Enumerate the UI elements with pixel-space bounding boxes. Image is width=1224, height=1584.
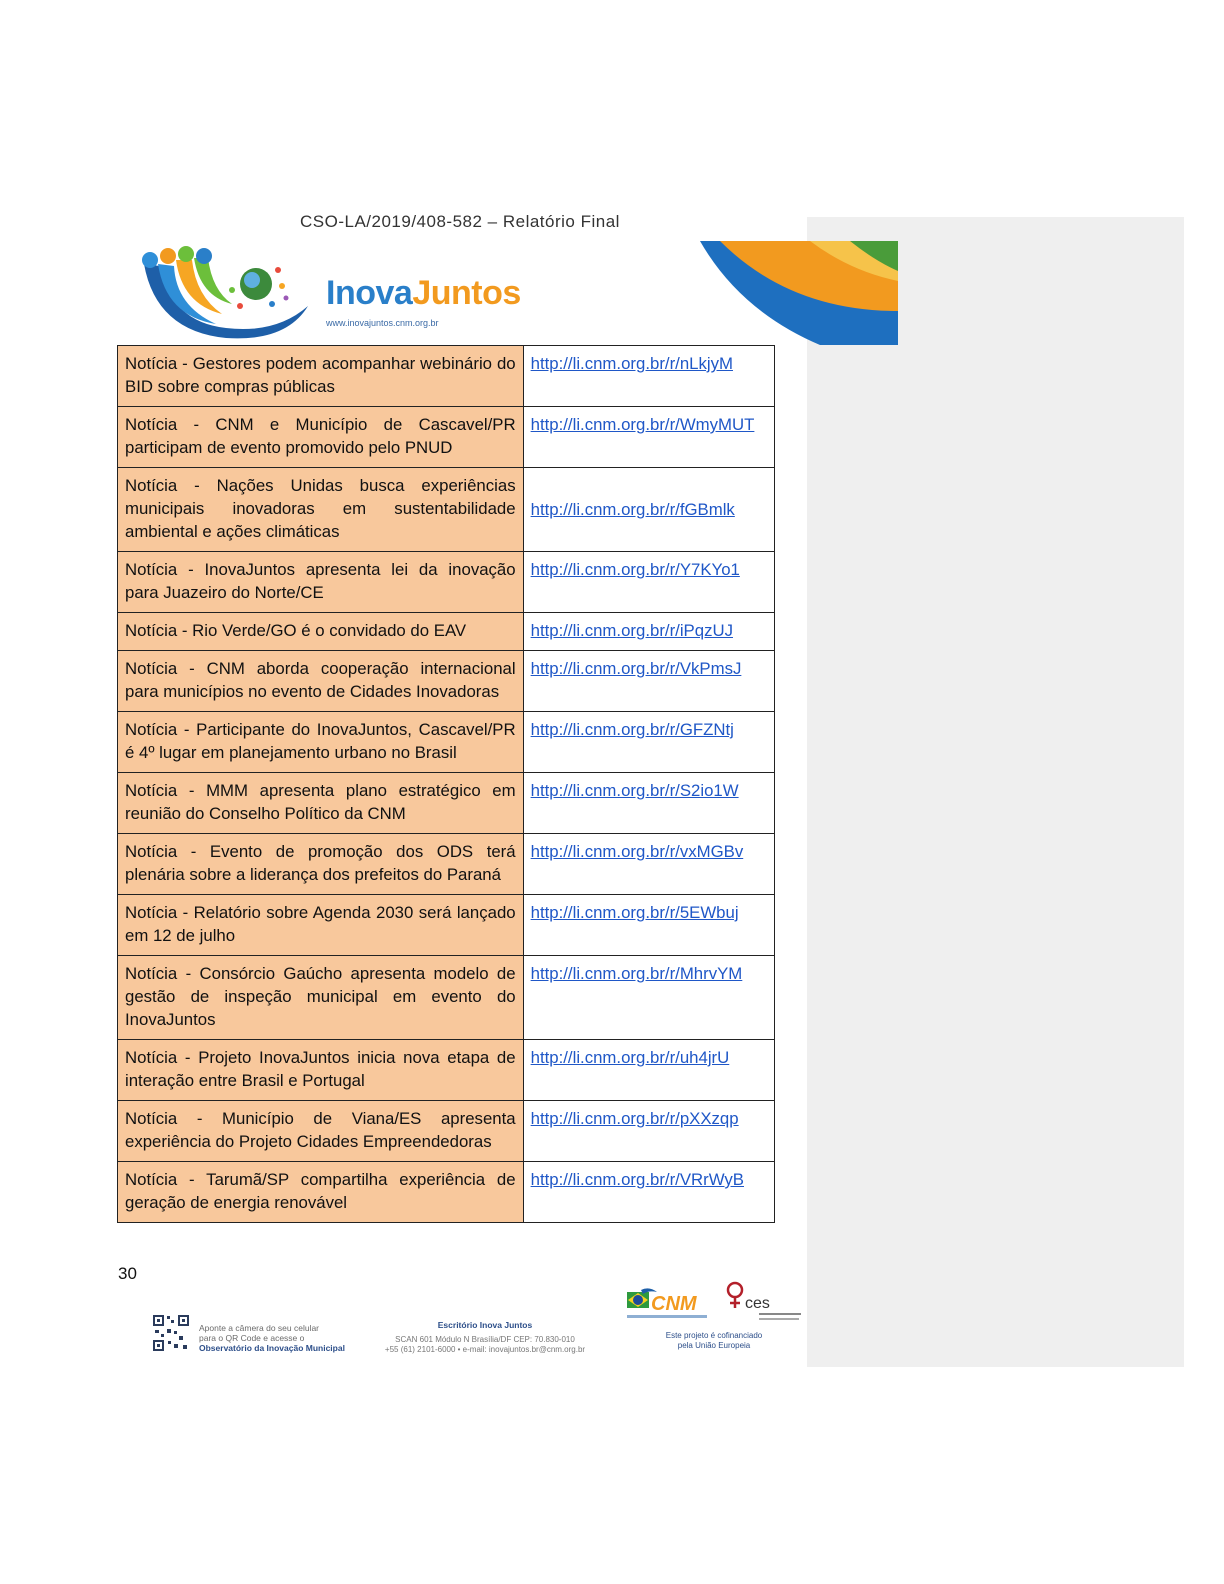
news-link[interactable]: http://li.cnm.org.br/r/vxMGBv — [530, 842, 744, 861]
news-title-cell: Notícia - Projeto InovaJuntos inicia nova etapa de interação entre Brasil e Portugal — [118, 1040, 524, 1101]
right-gray-panel — [807, 217, 1184, 1367]
table-row — [118, 834, 775, 895]
cnm-logo-icon — [627, 1284, 709, 1324]
table-row — [118, 895, 775, 956]
news-link[interactable]: http://li.cnm.org.br/r/WmyMUT — [530, 415, 755, 434]
news-link[interactable]: http://li.cnm.org.br/r/fGBmlk — [530, 500, 735, 519]
table-row — [118, 346, 775, 407]
news-link[interactable]: http://li.cnm.org.br/r/S2io1W — [530, 781, 739, 800]
svg-text:CNM: CNM — [651, 1293, 697, 1315]
news-title-cell: Notícia - InovaJuntos apresenta lei da inovação para Juazeiro do Norte/CE — [118, 552, 524, 613]
table-row — [118, 956, 775, 1040]
news-link-cell — [523, 834, 774, 895]
news-title-cell: Notícia - Gestores podem acompanhar webinário do BID sobre compras públicas — [118, 346, 524, 407]
news-link-cell — [523, 346, 774, 407]
news-title-cell: Notícia - CNM e Município de Cascavel/PR participam de evento promovido pelo PNUD — [118, 407, 524, 468]
qr-code-icon — [152, 1314, 190, 1352]
news-link[interactable]: http://li.cnm.org.br/r/pXXzqp — [530, 1109, 739, 1128]
news-title-cell: Notícia - Nações Unidas busca experiências municipais inovadoras em sustentabilidade ambiental e ações climáticas — [118, 468, 524, 552]
news-title-cell: Notícia - Tarumã/SP compartilha experiência de geração de energia renovável — [118, 1162, 524, 1223]
logo-emblem-icon — [136, 246, 316, 346]
news-link[interactable]: http://li.cnm.org.br/r/nLkjyM — [530, 354, 733, 373]
news-link-cell — [523, 1040, 774, 1101]
svg-text:ces: ces — [745, 1295, 770, 1312]
table-row — [118, 407, 775, 468]
news-link-cell — [523, 552, 774, 613]
news-link-cell — [523, 712, 774, 773]
logo-wordmark: InovaJuntos — [326, 274, 521, 312]
news-link[interactable]: http://li.cnm.org.br/r/GFZNtj — [530, 720, 734, 739]
table-row — [118, 468, 775, 552]
news-title-cell: Notícia - Evento de promoção dos ODS terá plenária sobre a liderança dos prefeitos do Paraná — [118, 834, 524, 895]
table-row — [118, 613, 775, 651]
news-link[interactable]: http://li.cnm.org.br/r/uh4jrU — [530, 1048, 730, 1067]
news-link-cell — [523, 895, 774, 956]
table-row — [118, 1040, 775, 1101]
news-title-cell: Notícia - MMM apresenta plano estratégico em reunião do Conselho Político da CNM — [118, 773, 524, 834]
table-row — [118, 651, 775, 712]
news-title-cell: Notícia - Participante do InovaJuntos, Cascavel/PR é 4º lugar em planejamento urbano no Brasil — [118, 712, 524, 773]
news-link-cell — [523, 1162, 774, 1223]
news-link[interactable]: http://li.cnm.org.br/r/Y7KYo1 — [530, 560, 740, 579]
news-title-cell: Notícia - Relatório sobre Agenda 2030 será lançado em 12 de julho — [118, 895, 524, 956]
table-row — [118, 712, 775, 773]
ces-logo-icon — [723, 1280, 803, 1324]
news-link-cell — [523, 613, 774, 651]
table-row — [118, 1101, 775, 1162]
corner-swoosh-icon — [700, 241, 898, 345]
news-link-cell — [523, 956, 774, 1040]
news-title-cell: Notícia - Município de Viana/ES apresenta experiência do Projeto Cidades Empreendedoras — [118, 1101, 524, 1162]
table-row — [118, 552, 775, 613]
table-row — [118, 773, 775, 834]
news-link[interactable]: http://li.cnm.org.br/r/iPqzUJ — [530, 621, 733, 640]
news-title-cell: Notícia - Consórcio Gaúcho apresenta modelo de gestão de inspeção municipal em evento do InovaJuntos — [118, 956, 524, 1040]
inovajuntos-logo — [136, 246, 576, 346]
news-link-cell — [523, 468, 774, 552]
qr-caption: Aponte a câmera do seu celular para o QR Code e acesse o Observatório da Inovação Municipal — [199, 1323, 345, 1353]
running-header: CSO-LA/2019/408-582 – Relatório Final — [300, 212, 620, 231]
page-number: 30 — [118, 1264, 137, 1283]
news-link-cell — [523, 651, 774, 712]
news-link[interactable]: http://li.cnm.org.br/r/VkPmsJ — [530, 659, 742, 678]
news-links-table — [117, 345, 775, 1223]
office-address: Escritório Inova Juntos SCAN 601 Módulo N Brasília/DF CEP: 70.830-010 +55 (61) 2101-6000 • e-mail: inovajuntos.br@cnm.org.br — [384, 1320, 586, 1354]
news-link-cell — [523, 1101, 774, 1162]
table-row — [118, 1162, 775, 1223]
news-link[interactable]: http://li.cnm.org.br/r/MhrvYM — [530, 964, 743, 983]
news-link-cell — [523, 773, 774, 834]
logo-url: www.inovajuntos.cnm.org.br — [326, 318, 439, 328]
news-link-cell — [523, 407, 774, 468]
news-title-cell: Notícia - Rio Verde/GO é o convidado do EAV — [118, 613, 524, 651]
news-title-cell: Notícia - CNM aborda cooperação internacional para municípios no evento de Cidades Inovadoras — [118, 651, 524, 712]
news-link[interactable]: http://li.cnm.org.br/r/5EWbuj — [530, 903, 739, 922]
eu-cofinancing-note: Este projeto é cofinanciado pela União Europeia — [665, 1331, 763, 1350]
news-link[interactable]: http://li.cnm.org.br/r/VRrWyB — [530, 1170, 744, 1189]
